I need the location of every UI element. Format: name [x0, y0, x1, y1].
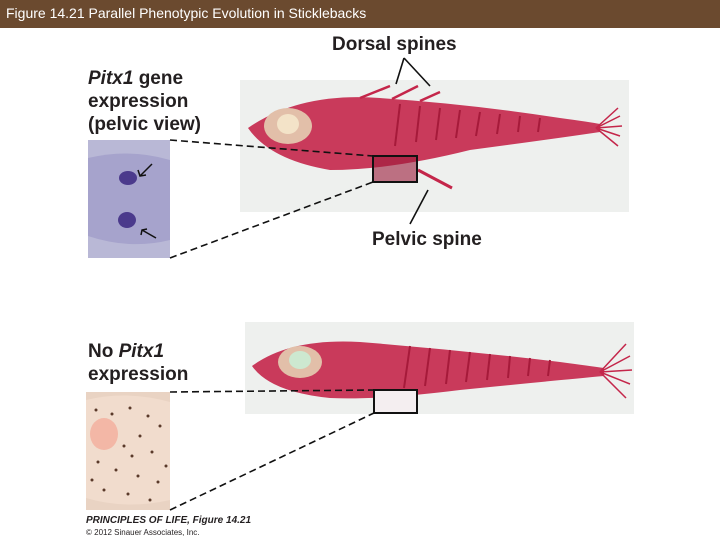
top-pelvic-photo: [88, 140, 170, 258]
pelvic-spine-label: Pelvic spine: [372, 229, 482, 250]
bottom-pelvic-photo: [86, 392, 170, 510]
bottom-fish-photo: [245, 322, 634, 414]
pelvic-view-word: (pelvic view): [88, 114, 201, 135]
copyright-notice: © 2012 Sinauer Associates, Inc.: [86, 528, 200, 537]
figure-credit: PRINCIPLES OF LIFE, Figure 14.21: [86, 515, 252, 526]
expression-word-2: expression: [88, 364, 189, 385]
slide-title: Figure 14.21 Parallel Phenotypic Evolution in Sticklebacks: [6, 5, 367, 21]
gene-word: gene: [133, 68, 184, 89]
dorsal-spines-label: Dorsal spines: [332, 34, 457, 55]
pitx1-italic: Pitx1: [118, 341, 165, 362]
expression-word: expression: [88, 91, 189, 112]
top-fish-photo: [240, 80, 629, 212]
pitx1-gene-italic: Pitx1: [88, 68, 134, 89]
no-word: No: [88, 341, 119, 362]
